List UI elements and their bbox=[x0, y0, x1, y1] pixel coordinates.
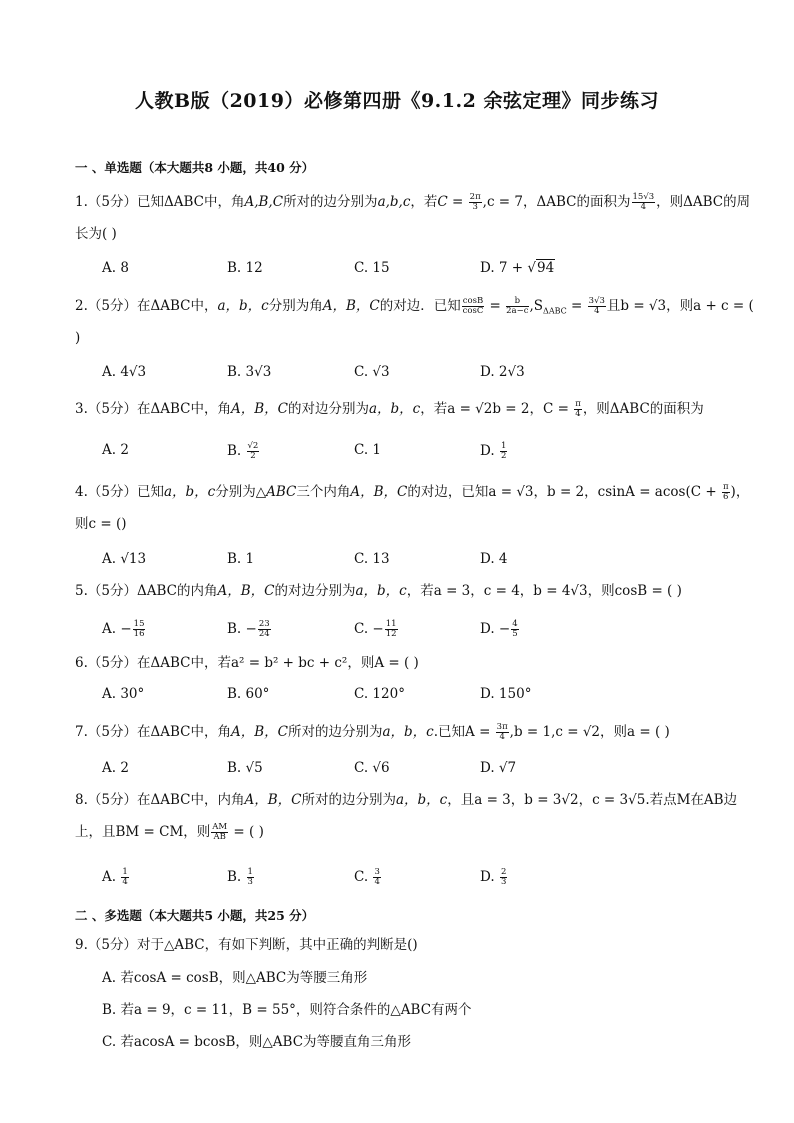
q5-math: A，B，C bbox=[217, 583, 275, 599]
q7-text: ,b = 1,c = √2，则a = ( ) bbox=[509, 724, 670, 740]
q7-fraction: $\frac{3\pi}{4}$ bbox=[496, 722, 508, 742]
q4-fraction: $\frac{\pi}{6}$ bbox=[722, 482, 729, 502]
q8-option-b[interactable]: B. $\frac{1}{3}$ bbox=[227, 867, 253, 887]
q4-line2: 则c = () bbox=[75, 516, 127, 532]
question-3 bbox=[75, 393, 735, 425]
q1-text: = bbox=[447, 194, 468, 210]
q3-option-a[interactable]: A. 2 bbox=[102, 442, 129, 458]
q2-math: A，B，C bbox=[322, 298, 380, 314]
q7-options bbox=[102, 760, 722, 784]
q8-text: 所对的边分别为 bbox=[301, 792, 396, 808]
q1-math: C bbox=[437, 194, 448, 210]
q1-fraction: $\frac{15√3}{4}$ bbox=[632, 192, 655, 212]
q1-text: ，则ΔABC的周 bbox=[656, 194, 751, 210]
q8-option-c[interactable]: C. $\frac{3}{4}$ bbox=[354, 867, 380, 887]
q2-text: ,S bbox=[529, 298, 544, 314]
q4-text: )， bbox=[730, 484, 750, 500]
q2-fraction: $\frac{3√3}{4}$ bbox=[588, 296, 605, 316]
q9-text: 9.（5分）对于△ABC，有如下判断，其中正确的判断是() bbox=[75, 937, 418, 953]
q7-option-d[interactable]: D. √7 bbox=[480, 760, 517, 776]
q2-option-b[interactable]: B. 3√3 bbox=[227, 364, 272, 380]
q4-option-a[interactable]: A. √13 bbox=[102, 551, 147, 567]
q3-option-d[interactable]: D. $\frac{1}{2}$ bbox=[480, 441, 507, 461]
q4-math: A，B，C bbox=[350, 484, 408, 500]
q5-option-b[interactable]: B. − $\frac{23}{24}$ bbox=[227, 619, 270, 639]
q8-options bbox=[102, 868, 722, 892]
q1-text: ，若 bbox=[410, 194, 438, 210]
q1-fraction: $\frac{2\pi}{3}$ bbox=[469, 192, 481, 212]
q2-text: = bbox=[485, 298, 506, 314]
q6-option-d[interactable]: D. 150° bbox=[480, 686, 532, 702]
q4-text: 4.（5分）已知 bbox=[75, 484, 164, 500]
q1-text: 1.（5分）已知ΔABC中，角 bbox=[75, 194, 245, 210]
q1-option-a[interactable]: A. 8 bbox=[102, 260, 129, 276]
q2-text: 且b = √3，则a + c = ( bbox=[606, 298, 754, 314]
q5-option-c[interactable]: C. − $\frac{11}{12}$ bbox=[354, 619, 397, 639]
q8-text: ，且a = 3，b = 3√2，c = 3√5.若点M在AB边 bbox=[447, 792, 738, 808]
q3-option-b[interactable]: B. $\frac{√2}{2}$ bbox=[227, 441, 259, 461]
q1-text: ,c = 7，ΔABC的面积为 bbox=[482, 194, 631, 210]
q2-text: 的对边．已知 bbox=[379, 298, 461, 314]
q4-math: a，b，c bbox=[163, 484, 216, 500]
q1-math: A,B,C bbox=[244, 194, 284, 210]
q5-text: ，若a = 3，c = 4，b = 4√3，则cosB = ( ) bbox=[406, 583, 682, 599]
q4-text: 分别为△ bbox=[215, 484, 267, 500]
question-6 bbox=[75, 647, 735, 679]
q2-text: 2.（5分）在ΔABC中， bbox=[75, 298, 218, 314]
q7-text: 所对的边分别为 bbox=[287, 724, 383, 740]
q2-subscript: ΔABC bbox=[543, 306, 567, 316]
q3-options bbox=[102, 442, 722, 466]
q6-option-b[interactable]: B. 60° bbox=[227, 686, 270, 702]
q5-math: a，b，c bbox=[355, 583, 407, 599]
q7-text: .已知A = bbox=[433, 724, 495, 740]
q7-option-a[interactable]: A. 2 bbox=[102, 760, 129, 776]
q5-text: 5.（5分）ΔABC的内角 bbox=[75, 583, 218, 599]
q4-text: 的对边，已知a = √3，b = 2，csinA = acos(C + bbox=[407, 484, 721, 500]
q7-option-b[interactable]: B. √5 bbox=[227, 760, 263, 776]
q1-option-d[interactable]: D. 7 + √94 bbox=[480, 260, 555, 276]
q3-text: 3.（5分）在ΔABC中，角 bbox=[75, 401, 231, 417]
q6-text: 6.（5分）在ΔABC中，若a² = b² + bc + c²，则A = ( ) bbox=[75, 655, 419, 671]
q1-option-b[interactable]: B. 12 bbox=[227, 260, 263, 276]
q2-text: = bbox=[566, 298, 587, 314]
q8-option-d[interactable]: D. $\frac{2}{3}$ bbox=[480, 867, 507, 887]
q8-math: a，b，c bbox=[395, 792, 448, 808]
q3-text: 的对边分别为 bbox=[287, 401, 369, 417]
q7-math: a，b，c bbox=[382, 724, 434, 740]
q9-option-c[interactable]: C. 若acosA = bcosB，则△ABC为等腰直角三角形 bbox=[102, 1034, 412, 1050]
q8-fraction: $\frac{AM}{AB}$ bbox=[212, 822, 228, 842]
question-2 bbox=[75, 290, 754, 354]
q2-option-d[interactable]: D. 2√3 bbox=[480, 364, 525, 380]
question-8 bbox=[75, 784, 738, 848]
q9-option-b[interactable]: B. 若a = 9，c = 11，B = 55°，则符合条件的△ABC有两个 bbox=[102, 1002, 472, 1018]
q5-options bbox=[102, 620, 722, 644]
q2-line2: ) bbox=[75, 330, 81, 346]
question-1 bbox=[75, 186, 751, 250]
q7-math: A，B，C bbox=[230, 724, 288, 740]
q8-text: 8.（5分）在ΔABC中，内角 bbox=[75, 792, 245, 808]
q8-option-a[interactable]: A. $\frac{1}{4}$ bbox=[102, 867, 128, 887]
q1-line2: 长为( ) bbox=[75, 226, 117, 242]
q2-math: a，b，c bbox=[217, 298, 269, 314]
q3-text: ，若a = √2b = 2，C = bbox=[420, 401, 574, 417]
q1-math: a,b,c bbox=[377, 194, 411, 210]
q1-text: 所对的边分别为 bbox=[283, 194, 378, 210]
q5-text: 的对边分别为 bbox=[274, 583, 356, 599]
q2-options bbox=[102, 364, 722, 388]
question-7 bbox=[75, 716, 735, 748]
q3-option-c[interactable]: C. 1 bbox=[354, 442, 382, 458]
q3-math: A，B，C bbox=[230, 401, 288, 417]
q3-math: a，b，c bbox=[368, 401, 421, 417]
q6-option-c[interactable]: C. 120° bbox=[354, 686, 405, 702]
q2-fraction: $\frac{b}{2a-c}$ bbox=[506, 296, 529, 316]
q3-fraction: $\frac{\pi}{4}$ bbox=[575, 399, 581, 419]
q4-option-b[interactable]: B. 1 bbox=[227, 551, 255, 567]
q8-math: A，B，C bbox=[244, 792, 302, 808]
q4-options bbox=[102, 551, 722, 575]
question-5 bbox=[75, 575, 735, 607]
question-9 bbox=[75, 929, 735, 961]
q2-option-a[interactable]: A. 4√3 bbox=[102, 364, 147, 380]
question-4 bbox=[75, 476, 750, 540]
q4-math: ABC bbox=[266, 484, 297, 500]
q5-option-a[interactable]: A. − $\frac{15}{16}$ bbox=[102, 619, 145, 639]
q4-option-c[interactable]: C. 13 bbox=[354, 551, 390, 567]
q1-option-c[interactable]: C. 15 bbox=[354, 260, 390, 276]
section-heading-single-choice: 一 、单选题（本大题共8 小题，共40 分） bbox=[75, 160, 315, 175]
q8-text: 上，且BM = CM，则 bbox=[75, 824, 211, 840]
q7-text: 7.（5分）在ΔABC中，角 bbox=[75, 724, 231, 740]
q4-text: 三个内角 bbox=[296, 484, 351, 500]
q9-option-a[interactable]: A. 若cosA = cosB，则△ABC为等腰三角形 bbox=[102, 970, 368, 986]
page-title: 人教B版（2019）必修第四册《9.1.2 余弦定理》同步练习 bbox=[135, 90, 659, 112]
q6-option-a[interactable]: A. 30° bbox=[102, 686, 145, 702]
q4-option-d[interactable]: D. 4 bbox=[480, 551, 508, 567]
q7-option-c[interactable]: C. √6 bbox=[354, 760, 390, 776]
q1-options bbox=[102, 260, 722, 284]
q2-fraction: $\frac{\cos B}{\cos C}$ bbox=[462, 296, 484, 316]
q3-text: ，则ΔABC的面积为 bbox=[582, 401, 704, 417]
q2-option-c[interactable]: C. √3 bbox=[354, 364, 390, 380]
q5-option-d[interactable]: D. − $\frac{4}{5}$ bbox=[480, 619, 518, 639]
q2-text: 分别为角 bbox=[268, 298, 323, 314]
q8-text: = ( ) bbox=[229, 824, 264, 840]
q6-options bbox=[102, 686, 722, 710]
section-heading-multiple-choice: 二 、多选题（本大题共5 小题，共25 分） bbox=[75, 908, 315, 923]
